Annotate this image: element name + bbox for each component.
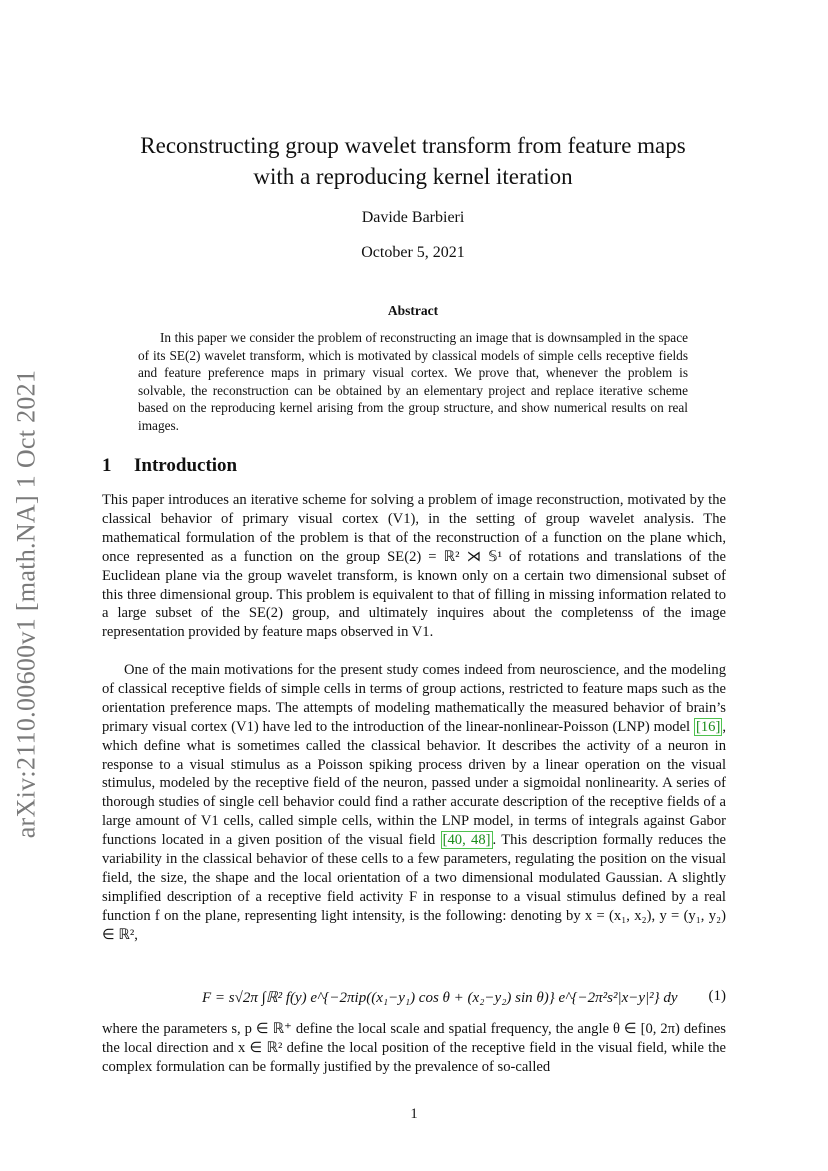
section-number: 1 bbox=[102, 455, 112, 476]
page-number: 1 bbox=[410, 1106, 418, 1122]
citation-link-40-48[interactable]: [40, 48] bbox=[442, 832, 491, 849]
paragraph-2-part-b: , which define what is sometimes called the classical behavior. It describes the activity of a neuron in response to a visual stimulus as a Poisson spiking process driven by a linear operation on the visual stimulus, modeled by the receptive field of the neuron, passed under a sigmoidal nonlinearity. A series of thorough studies of single cell behavior could find a rather accurate description of the receptive fields of a large amount of V1 cells, called simple cells, within the LNP model, in terms of integrals against Gabor functions located in a given position of the visual field bbox=[102, 718, 726, 849]
publication-date: October 5, 2021 bbox=[361, 244, 465, 261]
equation-formula: F = s√2π ∫ℝ² f(y) e^{−2πip((x₁−y₁) cos θ + (x₂−y₂) sin θ)} e^{−2π²s²|x−y|²} dy bbox=[202, 990, 678, 1006]
paragraph-2 bbox=[102, 661, 726, 945]
paragraph-3: where the parameters s, p ∈ ℝ⁺ define the local scale and spatial frequency, the angle θ ∈ [0, 2π) defines the local direction and x ∈ ℝ² define the local position of the receptive field in the visual field, while the complex formulation can be formally justified by the prevalence of so-called bbox=[102, 1021, 726, 1075]
citation-link-16[interactable]: [16] bbox=[696, 718, 721, 735]
equation-1 bbox=[102, 986, 726, 1016]
abstract-heading: Abstract bbox=[387, 303, 439, 318]
abstract-text: In this paper we consider the problem of reconstructing an image that is downsampled in the space of its SE(2) wavelet transform, which is motivated by classical models of simple cells receptive fields and feature preference maps in primary visual cortex. We prove that, whenever the problem is solvable, the reconstruction can be obtained by an elementary project and replace iterative scheme based on the reproducing kernel arising from the group structure, and show numerical results on real images. bbox=[138, 330, 688, 433]
paragraph-2-part-a: One of the main motivations for the present study comes indeed from neuroscience, and the modeling of classical receptive fields of simple cells in terms of group actions, restricted to feature maps such as the orientation preference maps. The attempts of modeling mathematically the measured behavior of brain’s primary visual cortex (V1) have led to the introduction of the linear-nonlinear-Poisson (LNP) model bbox=[102, 662, 726, 735]
title-line-2: with a reproducing kernel iteration bbox=[253, 164, 573, 189]
section-title: Introduction bbox=[134, 455, 238, 476]
title-line-1: Reconstructing group wavelet transform from feature maps bbox=[140, 133, 686, 158]
equation-number: (1) bbox=[708, 988, 726, 1004]
paragraph-1: This paper introduces an iterative scheme for solving a problem of image reconstruction, motivated by the classical behavior of primary visual cortex (V1), in the setting of group wavelet analysis. The mathematical formulation of the problem is that of the reconstruction of a function on the plane which, once represented as a function on the group SE(2) = ℝ² ⋊ 𝕊¹ of rotations and translations of the Euclidean plane via the group wavelet transform, is known only on a certain two dimensional subset of this three dimensional group. This problem is equivalent to that of filling in missing information related to a large subset of the SE(2) group, and ultimately inquires about the completenss of the image representation provided by feature maps observed in V1. bbox=[102, 492, 726, 641]
author-name: Davide Barbieri bbox=[361, 209, 465, 226]
paper-title bbox=[100, 130, 726, 192]
arxiv-identifier: arXiv:2110.00600v1 [math.NA] 1 Oct 2021 bbox=[11, 369, 40, 839]
paragraph-2-part-c: . This description formally reduces the variability in the classical behavior of these cells to a few parameters, regulating the position on the visual field, the size, the shape and the local orientation of a two dimensional modulated Gaussian. A slightly simplified description of a receptive field activity F in response to a visual stimulus defined by a real function f on the plane, representing light intensity, is the following: denoting by x = (x₁, x₂), y = (y₁, y₂) ∈ ℝ², bbox=[102, 832, 726, 943]
section-heading bbox=[102, 455, 237, 477]
